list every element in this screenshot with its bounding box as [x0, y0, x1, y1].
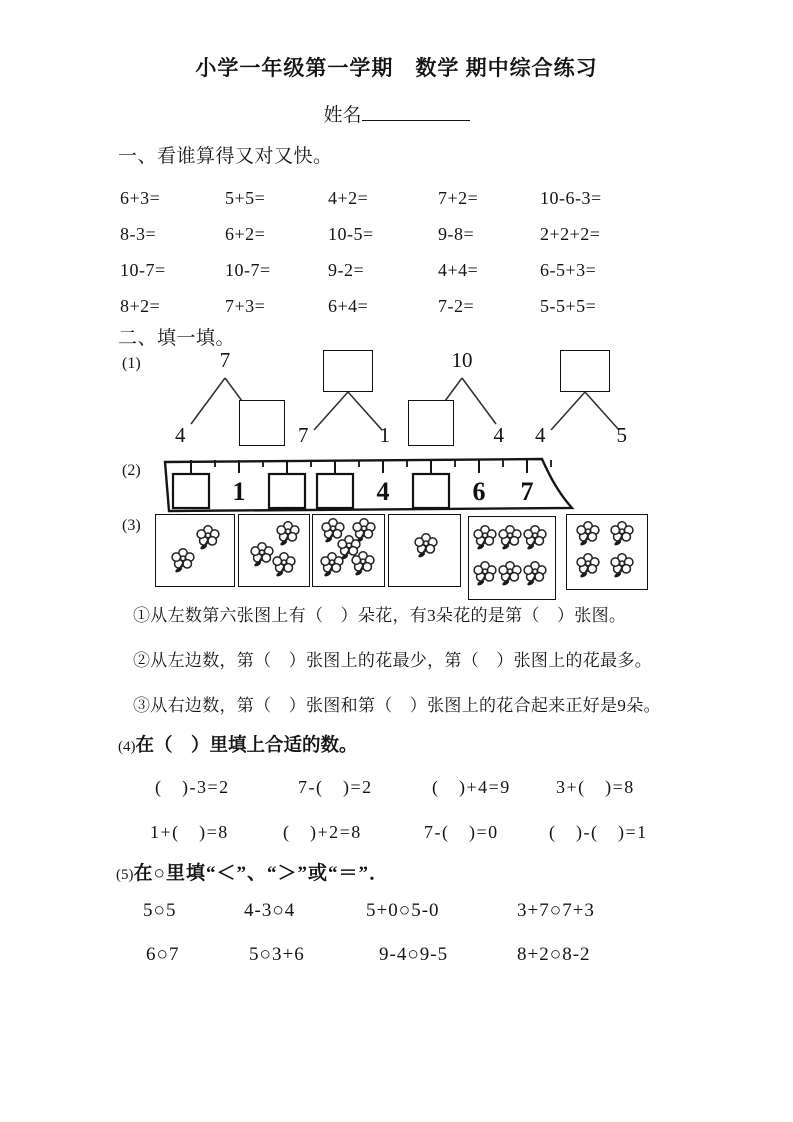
ruler-number: 1: [232, 477, 246, 506]
comparison: 5+0○5-0: [366, 900, 440, 921]
part5-heading-text: 在○里填“＜”、“＞”或“＝”．: [133, 863, 389, 884]
part4-heading-text: 在（ ）里填上合适的数。: [135, 736, 358, 756]
comparison: 6○7: [146, 944, 180, 965]
ruler-number: 6: [472, 477, 486, 506]
flower-icon: [271, 552, 297, 578]
flower-icon: [609, 553, 635, 579]
flower-card: [388, 514, 461, 587]
problem: 4+4=: [438, 260, 479, 280]
flower-card: [468, 516, 556, 600]
flower-card: [312, 514, 385, 587]
problem: 5+5=: [225, 188, 266, 208]
name-row: [0, 100, 793, 127]
flower-icon: [472, 561, 498, 587]
tree-left-number: 4: [175, 423, 186, 447]
ruler-blank-box: [173, 474, 209, 508]
problem: 7+3=: [225, 296, 266, 316]
problem: 8-3=: [120, 224, 157, 244]
problem: 9-8=: [438, 224, 475, 244]
comparison: 5○5: [143, 900, 177, 921]
problem: 4+2=: [328, 188, 369, 208]
comparison-row: [0, 944, 793, 974]
problem: 6+2=: [225, 224, 266, 244]
flower-icon: [195, 525, 221, 551]
tree-top-number: 7: [219, 348, 231, 372]
part1-label: (1): [122, 355, 141, 372]
section2-heading: 二、填一填。: [118, 328, 236, 349]
fill-blank-row: [0, 773, 793, 803]
flower-icon: [413, 533, 439, 559]
equation: ( )+2=8: [283, 822, 362, 842]
blank-box: [323, 350, 373, 392]
tree-right-number: 1: [379, 423, 390, 447]
ruler-blank-box: [269, 474, 305, 508]
equation: 1+( )=8: [150, 822, 229, 842]
problem: 10-5=: [328, 224, 374, 244]
comparison: 4-3○4: [244, 900, 296, 921]
part5-heading: [116, 858, 389, 885]
part5-label: (5): [116, 867, 134, 883]
equation: 7-( )=0: [424, 822, 499, 842]
ruler: [162, 452, 582, 516]
flower-icon: [170, 548, 196, 574]
flower-icon: [472, 525, 498, 551]
tree-top-number: 10: [451, 348, 473, 372]
problem: 2+2+2=: [540, 224, 601, 244]
ruler-number: 4: [376, 477, 390, 506]
problem: 10-7=: [120, 260, 166, 280]
blank-box: [560, 350, 610, 392]
problem: 8+2=: [120, 296, 161, 316]
flower-card: [238, 514, 310, 587]
number-bond-tree: [402, 350, 522, 448]
flower-icon: [497, 561, 523, 587]
arithmetic-grid: [120, 180, 680, 324]
equation: 3+( )=8: [556, 777, 635, 797]
flower-icon: [575, 521, 601, 547]
comparison: 5○3+6: [249, 944, 305, 965]
comparison-row: [0, 900, 793, 930]
ruler-blank-box: [317, 474, 353, 508]
fill-blank-row: [0, 818, 793, 848]
flower-icon: [522, 561, 548, 587]
comparison: 3+7○7+3: [517, 900, 595, 921]
equation: ( )+4=9: [432, 777, 511, 797]
comparison: 9-4○9-5: [379, 944, 449, 965]
flower-icon: [319, 552, 345, 578]
name-label: 姓名: [323, 105, 362, 126]
flower-icon: [575, 553, 601, 579]
number-bond-tree: [525, 350, 645, 448]
question-line: ①从左数第六张图上有（ ）朵花，有3朵花的是第（ ）张图。: [133, 606, 627, 625]
problem: 6-5+3=: [540, 260, 597, 280]
part4-label: (4): [118, 739, 136, 755]
equation: 7-( )=2: [298, 777, 373, 797]
part4-heading: [118, 731, 358, 757]
name-blank-line: [362, 100, 470, 121]
flower-icon: [522, 525, 548, 551]
part3-label: (3): [122, 517, 141, 534]
ruler-blank-box: [413, 474, 449, 508]
flower-icon: [275, 521, 301, 547]
flower-card: [566, 514, 648, 590]
number-bond-trees: [0, 350, 793, 450]
tree-left-number: 4: [535, 423, 546, 447]
flower-icon: [497, 525, 523, 551]
problem: 10-6-3=: [540, 188, 602, 208]
problem: 9-2=: [328, 260, 365, 280]
part2-label: (2): [122, 462, 141, 479]
number-bond-tree: [288, 350, 408, 448]
problem: 6+4=: [328, 296, 369, 316]
comparison: 8+2○8-2: [517, 944, 591, 965]
number-bond-tree: [165, 350, 285, 448]
ruler-outline: [165, 459, 572, 511]
question-line: ③从右边数，第（ ）张图和第（ ）张图上的花合起来正好是9朵。: [133, 696, 661, 715]
problem: 10-7=: [225, 260, 271, 280]
tree-left-number: 7: [298, 423, 309, 447]
flower-card: [155, 514, 235, 587]
ruler-number: 7: [520, 477, 534, 506]
page-title: 小学一年级第一学期 数学 期中综合练习: [195, 56, 598, 80]
problem: 6+3=: [120, 188, 161, 208]
flower-icon: [609, 521, 635, 547]
section1-heading: 一、看谁算得又对又快。: [118, 146, 333, 167]
question-line: ②从左边数，第（ ）张图上的花最少，第（ ）张图上的花最多。: [133, 651, 652, 670]
tree-right-number: 5: [616, 423, 627, 447]
equation: ( )-( )=1: [549, 822, 648, 842]
equation: ( )-3=2: [155, 777, 230, 797]
problem: 7+2=: [438, 188, 479, 208]
flower-icon: [350, 551, 376, 577]
blank-box: [239, 400, 285, 446]
problem: 7-2=: [438, 296, 475, 316]
blank-box: [408, 400, 454, 446]
problem: 5-5+5=: [540, 296, 597, 316]
tree-right-number: 4: [493, 423, 504, 447]
